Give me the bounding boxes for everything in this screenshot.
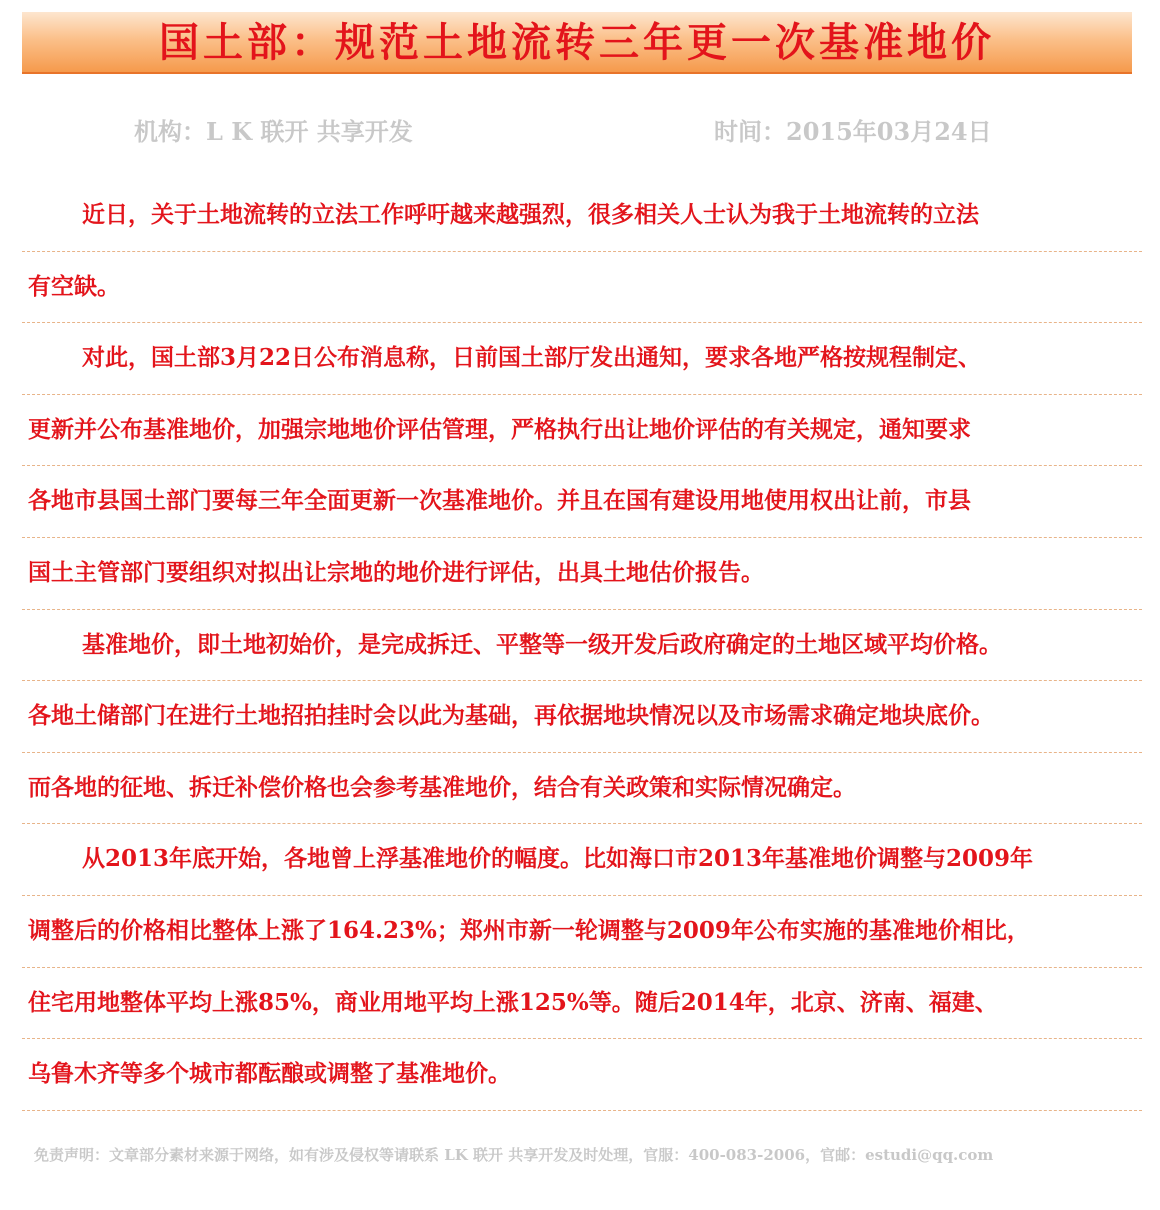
body-line: 国土主管部门要组织对拟出让宗地的地价进行评估，出具土地估价报告。 xyxy=(22,538,1142,610)
body-line: 住宅用地整体平均上涨85%，商业用地平均上涨125%等。随后2014年，北京、济南、福建、 xyxy=(22,968,1142,1040)
disclaimer-footer: 免责声明：文章部分素材来源于网络，如有涉及侵权等请联系 LK 联开 共享开发及时处理，官服：400-083-2006，官邮：estudi@qq.com xyxy=(34,1146,994,1164)
source-label: 机构：L K 联开 共享开发 xyxy=(134,117,413,146)
title-banner xyxy=(22,12,1132,74)
body-line: 有空缺。 xyxy=(22,252,1142,324)
body-line: 更新并公布基准地价，加强宗地地价评估管理，严格执行出让地价评估的有关规定，通知要求 xyxy=(22,395,1142,467)
body-line: 对此，国土部3月22日公布消息称，日前国土部厅发出通知，要求各地严格按规程制定、 xyxy=(22,323,1142,395)
article-body xyxy=(22,180,1142,1111)
date-label: 时间：2015年03月24日 xyxy=(714,117,992,146)
body-line: 从2013年底开始，各地曾上浮基准地价的幅度。比如海口市2013年基准地价调整与2009年 xyxy=(22,824,1142,896)
body-line: 各地土储部门在进行土地招拍挂时会以此为基础，再依据地块情况以及市场需求确定地块底价。 xyxy=(22,681,1142,753)
body-line: 乌鲁木齐等多个城市都酝酿或调整了基准地价。 xyxy=(22,1039,1142,1111)
body-line: 基准地价，即土地初始价，是完成拆迁、平整等一级开发后政府确定的土地区域平均价格。 xyxy=(22,610,1142,682)
body-line: 调整后的价格相比整体上涨了164.23%；郑州市新一轮调整与2009年公布实施的基准地价相比， xyxy=(22,896,1142,968)
body-line: 而各地的征地、拆迁补偿价格也会参考基准地价，结合有关政策和实际情况确定。 xyxy=(22,753,1142,825)
article-title: 国土部：规范土地流转三年更一次基准地价 xyxy=(159,19,995,66)
body-line: 各地市县国土部门要每三年全面更新一次基准地价。并且在国有建设用地使用权出让前，市县 xyxy=(22,466,1142,538)
body-line: 近日，关于土地流转的立法工作呼吁越来越强烈，很多相关人士认为我于土地流转的立法 xyxy=(22,180,1142,252)
